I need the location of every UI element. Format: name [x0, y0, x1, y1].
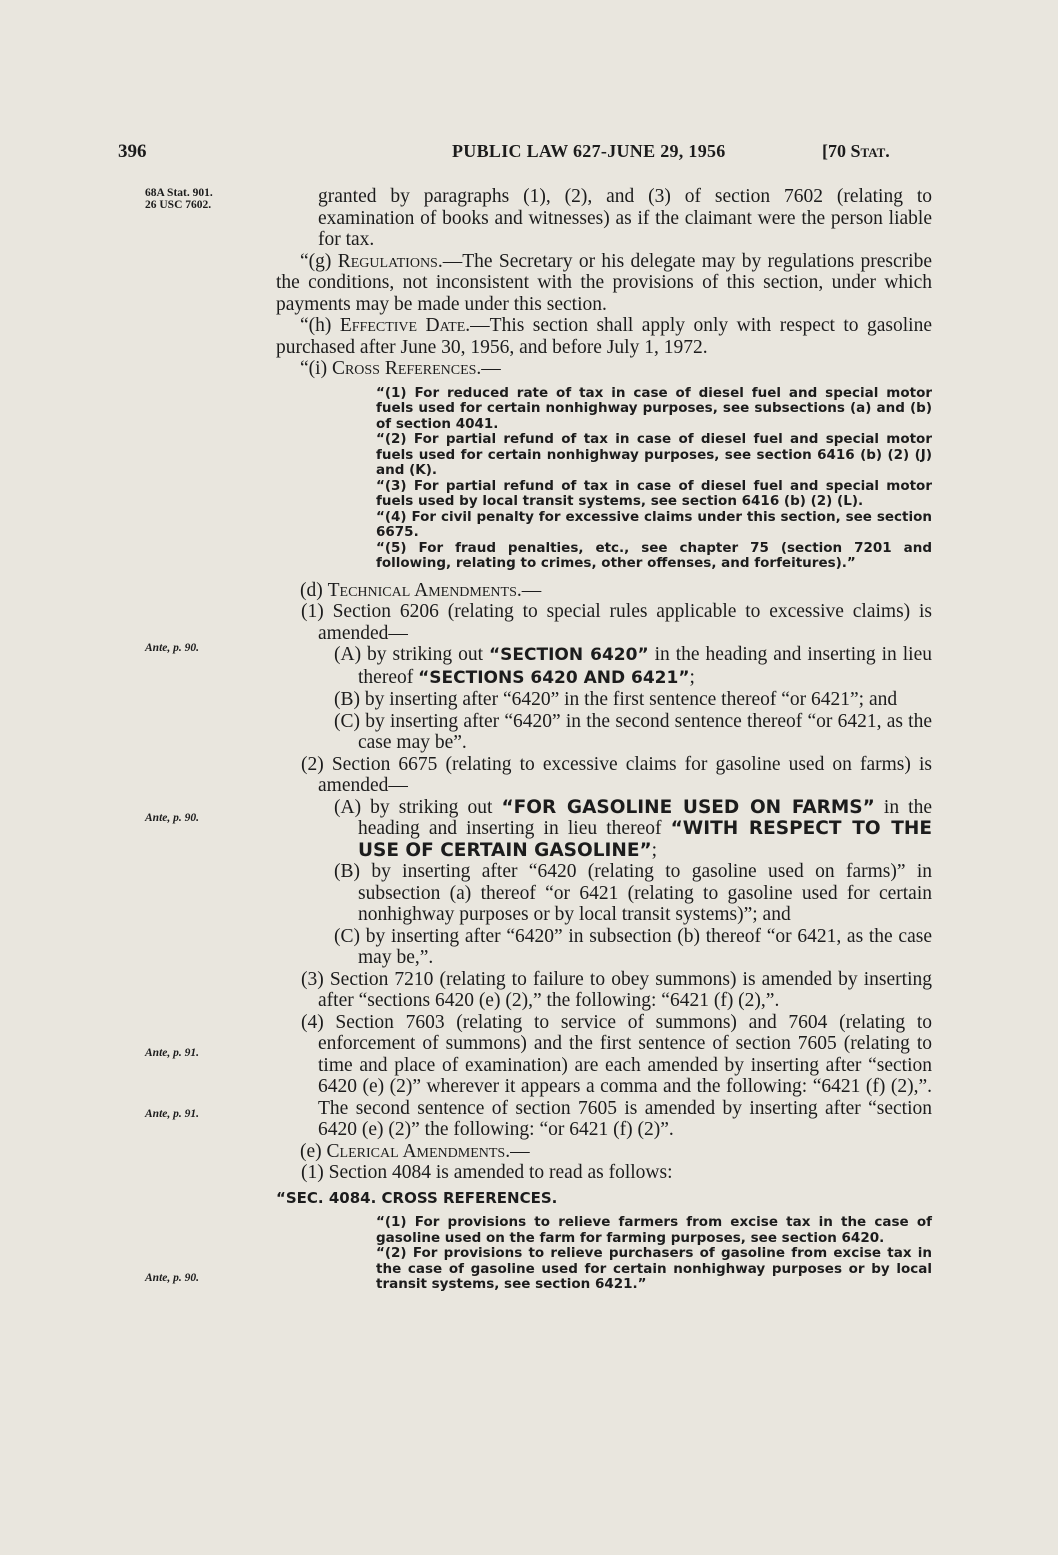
- subsection-heading: Technical Amendments.: [327, 579, 522, 601]
- subsection-heading: Clerical Amendments.: [326, 1140, 511, 1162]
- paragraph-continuation: granted by paragraphs (1), (2), and (3) of section 7602 (relating to examination of books and witnesses) as if the claimant were the person liable for tax.: [318, 186, 932, 250]
- margin-note-ante: Ante, p. 91.: [145, 1047, 199, 1059]
- subsection-i: “(i) Cross References.—: [300, 358, 501, 379]
- margin-note-ante: Ante, p. 91.: [145, 1108, 199, 1120]
- clause-d2C: (C) by inserting after “6420” in subsection (b) thereof “or 6421, as the case may be,”.: [334, 925, 932, 968]
- paragraph-d1: (1) Section 6206 (relating to special rules applicable to excessive claims) is amended—: [301, 601, 932, 644]
- margin-note-line: 68A Stat. 901.: [145, 187, 213, 199]
- subsection-h: “(h) Effective Date.—This section shall apply only with respect to gasoline purchased after June 30, 1956, and before July 1, 1972.: [276, 315, 932, 358]
- cross-reference-item: “(4) For civil penalty for excessive claims under this section, see section 6675.: [376, 508, 932, 540]
- cross-reference-item: “(3) For partial refund of tax in case of diesel fuel and special motor fuels used by local transit systems, see section 6416 (b) (2) (L).: [376, 477, 932, 509]
- margin-note-ante: Ante, p. 90.: [145, 1272, 199, 1284]
- volume-citation: [70 Stat.: [822, 141, 890, 161]
- margin-note-statute-citation: [145, 187, 213, 211]
- subsection-d: (d) Technical Amendments.—: [300, 579, 542, 601]
- page-number: 396: [118, 141, 147, 162]
- subsection-g: “(g) Regulations.—The Secretary or his delegate may by regulations prescribe the conditions, not inconsistent with the provisions of this section, under which payments may be made under this section.: [276, 250, 932, 315]
- running-head-title: PUBLIC LAW 627-JUNE 29, 1956: [452, 141, 726, 161]
- paragraph-e1: (1) Section 4084 is amended to read as follows:: [301, 1162, 673, 1183]
- cross-reference-item: “(1) For reduced rate of tax in case of diesel fuel and special motor fuels used for certain nonhighway purposes, see subsections (a) and (b) of section 4041.: [376, 384, 932, 432]
- margin-note-ante: Ante, p. 90.: [145, 812, 199, 824]
- cross-reference-item: “(2) For provisions to relieve purchasers of gasoline from excise tax in the case of gasoline used for certain nonhighway purposes or by local transit systems, see section 6421.”: [376, 1245, 932, 1292]
- cross-reference-item: “(2) For partial refund of tax in case of diesel fuel and special motor fuels used for certain nonhighway purposes, see section 6416 (b) (2) (J) and (K).: [376, 431, 932, 478]
- clause-d2B: (B) by inserting after “6420 (relating to gasoline used on farms)” in subsection (a) thereof “or 6421 (relating to gasoline used for certain nonhighway purposes or by local transit systems)”; and: [334, 861, 932, 925]
- paragraph-d3: (3) Section 7210 (relating to failure to obey summons) is amended by inserting after “sections 6420 (e) (2),” the following: “6421 (f) (2),”.: [301, 968, 932, 1011]
- statute-body: [276, 186, 932, 1293]
- clause-d2A: (A) by striking out “FOR GASOLINE USED ON FARMS” in the heading and inserting in lieu thereof “WITH RESPECT TO THE USE OF CERTAIN GASOLINE”;: [334, 796, 932, 861]
- clause-d1C: (C) by inserting after “6420” in the second sentence thereof “or 6421, as the case may be”.: [334, 710, 932, 753]
- cross-reference-item: “(1) For provisions to relieve farmers from excise tax in the case of gasoline used on the farm for farming purposes, see section 6420.: [376, 1214, 932, 1246]
- subsection-heading: Regulations.: [337, 250, 443, 272]
- paragraph-d2: (2) Section 6675 (relating to excessive claims for gasoline used on farms) is amended—: [301, 753, 932, 796]
- subsection-e: (e) Clerical Amendments.—: [300, 1140, 530, 1162]
- paragraph-d4: (4) Section 7603 (relating to service of summons) and 7604 (relating to enforcement of summons) and the first sentence of section 7605 (relating to time and place of examination) are each amended by inserting after “section 6420 (e) (2)” wherever it appears a comma and the following: “6421 (f) (2),”. The second sentence of section 7605 is amended by inserting after “section 6420 (e) (2)” the following: “or 6421 (f) (2)”.: [301, 1011, 932, 1140]
- cross-reference-item: “(5) For fraud penalties, etc., see chapter 75 (section 7201 and following, relating to crimes, other offenses, and forfeitures).”: [376, 539, 932, 571]
- clause-d1B: (B) by inserting after “6420” in the first sentence thereof “or 6421”; and: [334, 689, 898, 710]
- subsection-heading: Effective Date.: [339, 315, 471, 336]
- clause-d1A: (A) by striking out “SECTION 6420” in the heading and inserting in lieu thereof “SECTIONS 6420 AND 6421”;: [334, 644, 933, 688]
- margin-note-ante: Ante, p. 90.: [145, 642, 199, 654]
- subsection-heading: Cross References.: [331, 358, 482, 379]
- section-heading: “SEC. 4084. CROSS REFERENCES.: [276, 1188, 558, 1207]
- margin-note-line: 26 USC 7602.: [145, 199, 212, 211]
